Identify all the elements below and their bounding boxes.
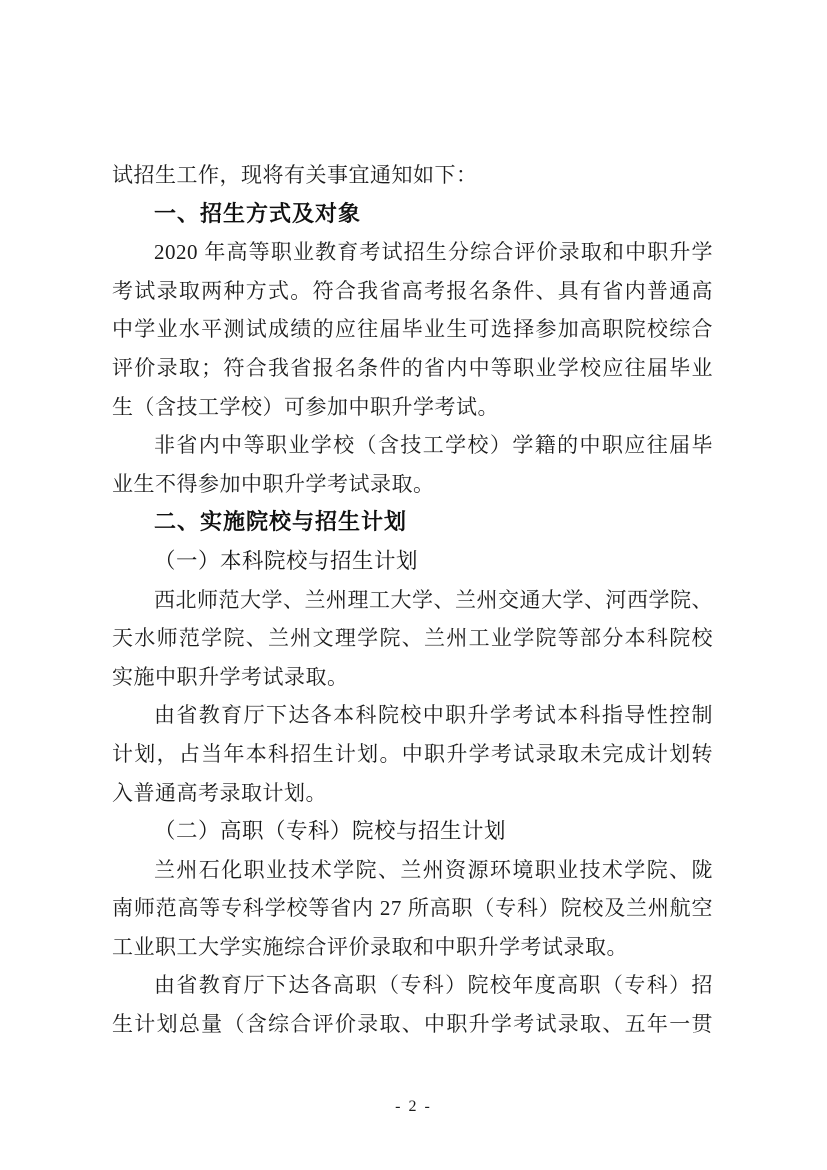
section-heading-1	[112, 195, 713, 234]
text-line: 南师范高等专科学校等省内 27 所高职（专科）院校及兰州航空	[112, 896, 713, 921]
paragraph	[112, 426, 713, 503]
text-line: 评价录取；符合我省报名条件的省内中等职业学校应往届毕业	[112, 355, 713, 380]
text-line: 考试录取两种方式。符合我省高考报名条件、具有省内普通高	[112, 278, 713, 303]
text-line: 生（含技工学校）可参加中职升学考试。	[112, 394, 499, 419]
section-heading-2	[112, 503, 713, 542]
text-line: 兰州石化职业技术学院、兰州资源环境职业技术学院、陇	[154, 857, 713, 882]
paragraph	[112, 696, 713, 812]
text-line: 生计划总量（含综合评价录取、中职升学考试录取、五年一贯	[112, 1012, 713, 1037]
text-line: 工业职工大学实施综合评价录取和中职升学考试录取。	[112, 934, 628, 959]
text-line: 入普通高考录取计划。	[112, 780, 327, 805]
paragraph	[112, 233, 713, 426]
text-line: 计划，占当年本科招生计划。中职升学考试录取未完成计划转	[112, 741, 713, 766]
text-line: 天水师范学院、兰州文理学院、兰州工业学院等部分本科院校	[112, 626, 713, 651]
paragraph	[112, 581, 713, 697]
text-line: （二）高职（专科）院校与招生计划	[154, 819, 507, 844]
page-number: - 2 -	[395, 1098, 432, 1115]
text-line: 业生不得参加中职升学考试录取。	[112, 471, 435, 496]
text-line: 由省教育厅下达各高职（专科）院校年度高职（专科）招	[154, 973, 713, 998]
paragraph	[112, 851, 713, 967]
document-body	[112, 156, 713, 1044]
text-line: 2020 年高等职业教育考试招生分综合评价录取和中职升学	[154, 240, 713, 265]
subsection-heading-2	[112, 812, 713, 851]
paragraph-continuation	[112, 156, 713, 195]
text-line: 西北师范大学、兰州理工大学、兰州交通大学、河西学院、	[154, 587, 713, 612]
text-line: 中学业水平测试成绩的应往届毕业生可选择参加高职院校综合	[112, 317, 713, 342]
text-line: 二、实施院校与招生计划	[154, 509, 408, 535]
paragraph	[112, 966, 713, 1043]
text-line: （一）本科院校与招生计划	[154, 548, 419, 573]
text-line: 非省内中等职业学校（含技工学校）学籍的中职应往届毕	[154, 433, 713, 458]
text-line: 由省教育厅下达各本科院校中职升学考试本科指导性控制	[154, 703, 713, 728]
text-line: 试招生工作，现将有关事宜通知如下：	[112, 163, 478, 187]
subsection-heading-1	[112, 542, 713, 581]
text-line: 一、招生方式及对象	[154, 200, 362, 226]
text-line: 实施中职升学考试录取。	[112, 664, 349, 689]
